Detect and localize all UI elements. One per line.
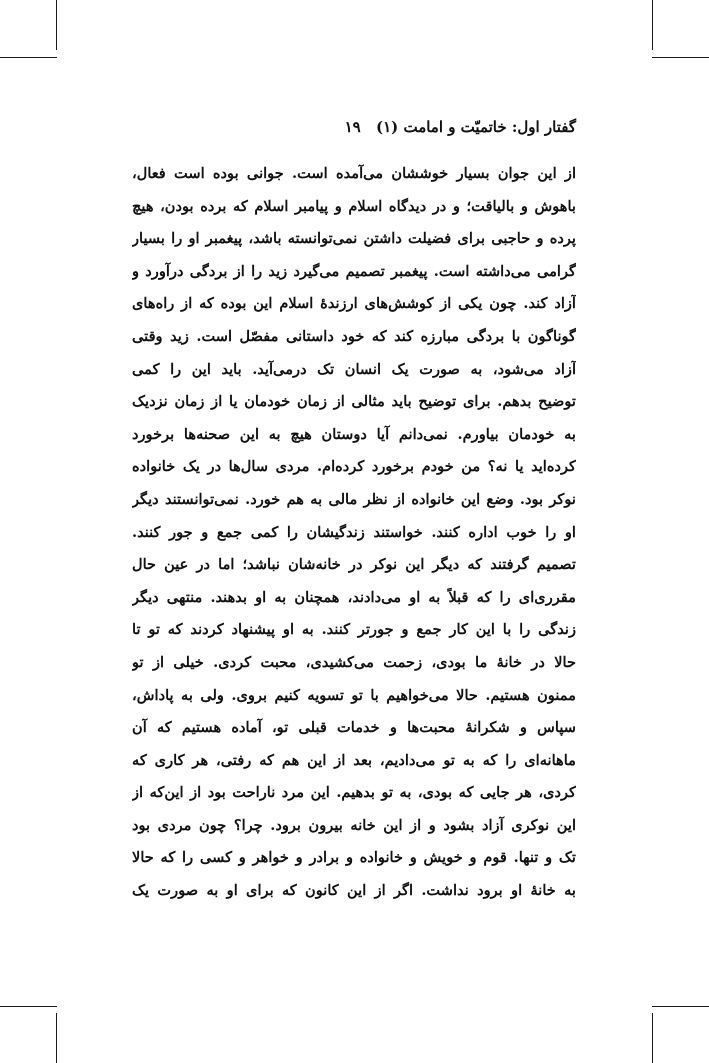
running-head [132,116,576,138]
crop-mark-bottom-left-vertical [56,1013,57,1063]
crop-mark-top-left-horizontal [0,57,57,58]
text-line: به خودمان بیاورم. نمی‌دانم آیا دوستان هیچ به این صحنه‌ها برخورد [132,425,576,443]
crop-mark-top-left-vertical [56,0,57,50]
text-line: او را خوب اداره کنند. خواستند زندگیشان را کمی جمع و جور کنند. [132,523,576,541]
text-line: آزاد کند. چون یکی از کوشش‌های ارزندهٔ اسلام این بوده که از راه‌های [132,295,576,313]
text-line: مقرری‌ای را که قبلاً به او می‌دادند، همچنان به او بدهند. منتهی دیگر [132,588,576,606]
text-line: تک و تنها. قوم و خویش و خانواده و برادر و خواهر و کسی را که حالا [132,849,576,867]
text-line: به خانهٔ او برود نداشت. اگر از این کانون که برای او به صورت یک [132,882,576,900]
text-line: باهوش و بالیاقت؛ و در دیدگاه اسلام و پیامبر اسلام که برده بودن، هیچ [132,197,576,215]
chapter-title: گفتار اول: خاتمیّت و امامت (۱) [375,118,576,136]
text-line: سپاس و شکرانهٔ محبت‌ها و خدمات قبلی تو، آماده هستیم که آن [132,719,576,737]
text-line: زندگی را با این کار جمع و جورتر کنند. به او پیشنهاد کردند که تو تا [132,621,576,639]
text-line: گرامی می‌داشته است. پیغمبر تصمیم می‌گیرد زید را از بردگی درآورد و [132,262,576,280]
text-line: توضیح بدهم. برای توضیح باید مثالی از زمان خودمان یا از زمان نزدیک [132,393,576,411]
text-line: کردی، هر جایی که بودی، به تو بدهیم. این مرد ناراحت بود از این‌که از [132,784,576,802]
page-number: ۱۹ [344,118,361,136]
text-line: گوناگون با بردگی مبارزه کند که خود داستانی مفصّل است. زید وقتی [132,327,576,345]
text-line: آزاد می‌شود، به صورت یک انسان تک درمی‌آید. باید این را کمی [132,360,576,378]
crop-mark-bottom-right-vertical [652,1013,653,1063]
text-line: ممنون هستیم. حالا می‌خواهیم با تو تسویه کنیم بروی. ولی به پاداش، [132,686,576,704]
text-line: ماهانه‌ای را که به تو می‌دادیم، بعد از این هم که رفتی، هر کاری که [132,751,576,769]
crop-mark-bottom-right-horizontal [652,1006,709,1007]
text-line: حالا در خانهٔ ما بودی، زحمت می‌کشیدی، محبت کردی. خیلی از تو [132,653,576,671]
crop-mark-top-right-vertical [652,0,653,50]
text-line: این نوکری آزاد بشود و از این خانه بیرون برود. چرا؟ چون مردی بود [132,816,576,834]
body-text [132,158,576,908]
text-line: از این جوان بسیار خوششان می‌آمده است. جوانی بوده است فعال، [132,165,576,182]
crop-mark-bottom-left-horizontal [0,1006,57,1007]
text-line: تصمیم گرفتند که دیگر این نوکر در خانه‌شان نباشد؛ اما در عین حال [132,556,576,574]
text-line: کرده‌اید یا نه؟ من خودم برخورد کرده‌ام. مردی سال‌ها در یک خانواده [132,458,576,476]
crop-mark-top-right-horizontal [652,57,709,58]
text-line: پرده و حاجبی برای فضیلت داشتن نمی‌توانسته باشد، پیغمبر او را بسیار [132,230,576,248]
text-line: نوکر بود. وضع این خانواده از نظر مالی به هم خورد. نمی‌توانستند دیگر [132,490,576,508]
